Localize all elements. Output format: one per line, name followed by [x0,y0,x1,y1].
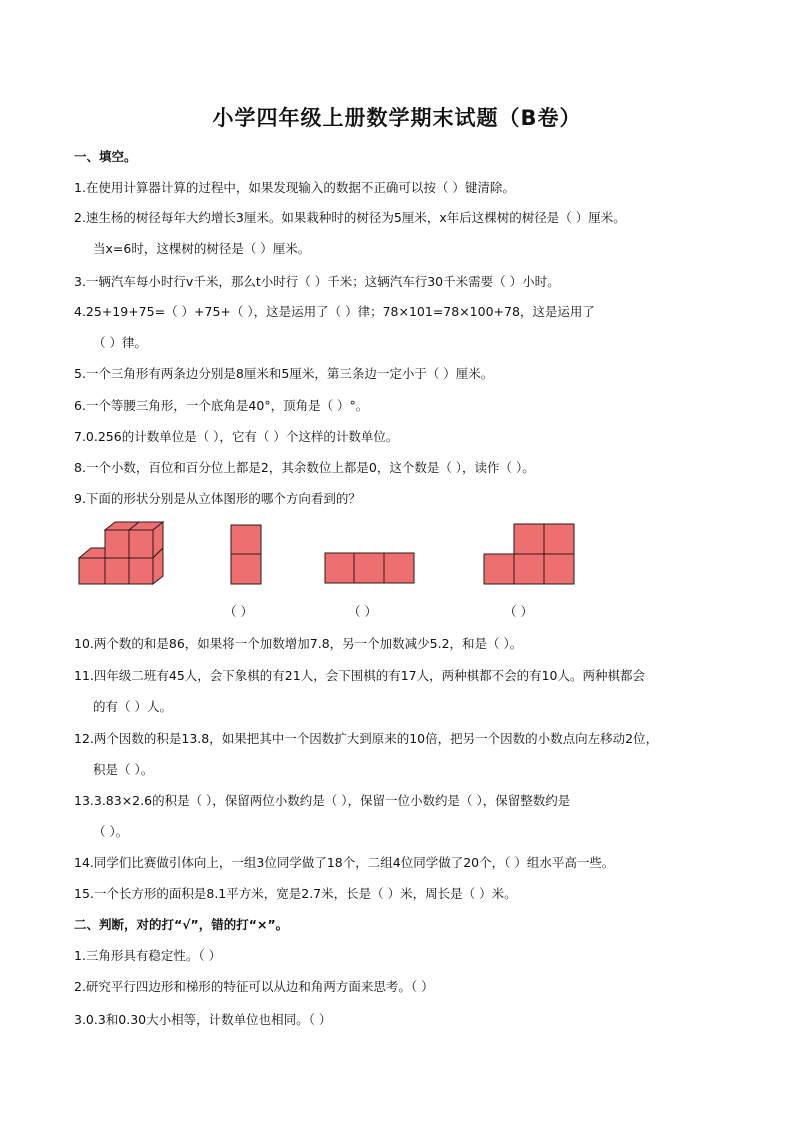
question-13: 13.3.83×2.6的积是（ ），保留两位小数约是（ ），保留一位小数约是（ ），保留整数约是 [74,793,571,808]
page-title: 小学四年级上册数学期末试题（B卷） [212,106,582,130]
figure-answer-1: （ ） [224,604,253,619]
question-4-continued: （ ）律。 [93,335,147,350]
question-14: 14.同学们比赛做引体向上，一组3位同学做了18个，二组4位同学做了20个，（ ）组水平高一些。 [74,855,615,870]
question-12-continued: 积是（ ）。 [93,762,154,777]
figure-view-l-shape [483,523,575,585]
question-11: 11.四年级二班有45人，会下象棋的有21人，会下围棋的有17人，两种棋都不会的有10人。两种棋都会 [74,668,646,683]
question-5: 5.一个三角形有两条边分别是8厘米和5厘米，第三条边一定小于（ ）厘米。 [74,366,494,381]
question-4: 4.25+19+75=（ ）+75+（ ），这是运用了（ ）律；78×101=78×100+78，这是运用了 [74,304,595,319]
judge-question-3: 3.0.3和0.30大小相等，计数单位也相同。（ ） [74,1012,332,1027]
question-7: 7.0.256的计数单位是（ ），它有（ ）个这样的计数单位。 [74,429,399,444]
question-15: 15.一个长方形的面积是8.1平方米，宽是2.7米，长是（ ）米，周长是（ ）米。 [74,886,517,901]
figure-answer-3: （ ） [504,604,533,619]
question-8: 8.一个小数，百位和百分位上都是2，其余数位上都是0，这个数是（ ），读作（ ）。 [74,460,535,475]
question-2: 2.速生杨的树径每年大约增长3厘米。如果栽种时的树径为5厘米，x年后这棵树的树径是（ ）厘米。 [74,210,626,225]
question-11-continued: 的有（ ）人。 [93,699,172,714]
question-2-continued: 当x=6时，这棵树的树径是（ ）厘米。 [93,241,311,256]
judge-question-1: 1.三角形具有稳定性。（ ） [74,948,222,963]
question-3: 3.一辆汽车每小时行v千米，那么t小时行（ ）千米；这辆汽车行30千米需要（ ）小时。 [74,274,560,289]
figure-view-horizontal [324,552,416,584]
question-12: 12.两个因数的积是13.8，如果把其中一个因数扩大到原来的10倍，把另一个因数的小数点向左移动2位， [74,731,659,746]
section-heading-fill-in: 一、填空。 [74,149,137,164]
question-10: 10.两个数的和是86，如果将一个加数增加7.8，另一个加数减少5.2，和是（ ）。 [74,636,523,651]
judge-question-2: 2.研究平行四边形和梯形的特征可以从边和角两方面来思考。（ ） [74,979,434,994]
question-9: 9.下面的形状分别是从立体图形的哪个方向看到的？ [74,491,361,506]
figure-view-vertical [230,524,262,586]
section-heading-judge: 二、判断，对的打“√”，错的打“×”。 [74,917,289,932]
question-13-continued: （ ）。 [93,824,129,839]
figure-answer-2: （ ） [348,604,377,619]
question-6: 6.一个等腰三角形，一个底角是40°，顶角是（ ）°。 [74,398,369,413]
question-1: 1.在使用计算器计算的过程中，如果发现输入的数据不正确可以按（ ）键清除。 [74,180,515,195]
figure-3d-cubes [76,520,168,588]
